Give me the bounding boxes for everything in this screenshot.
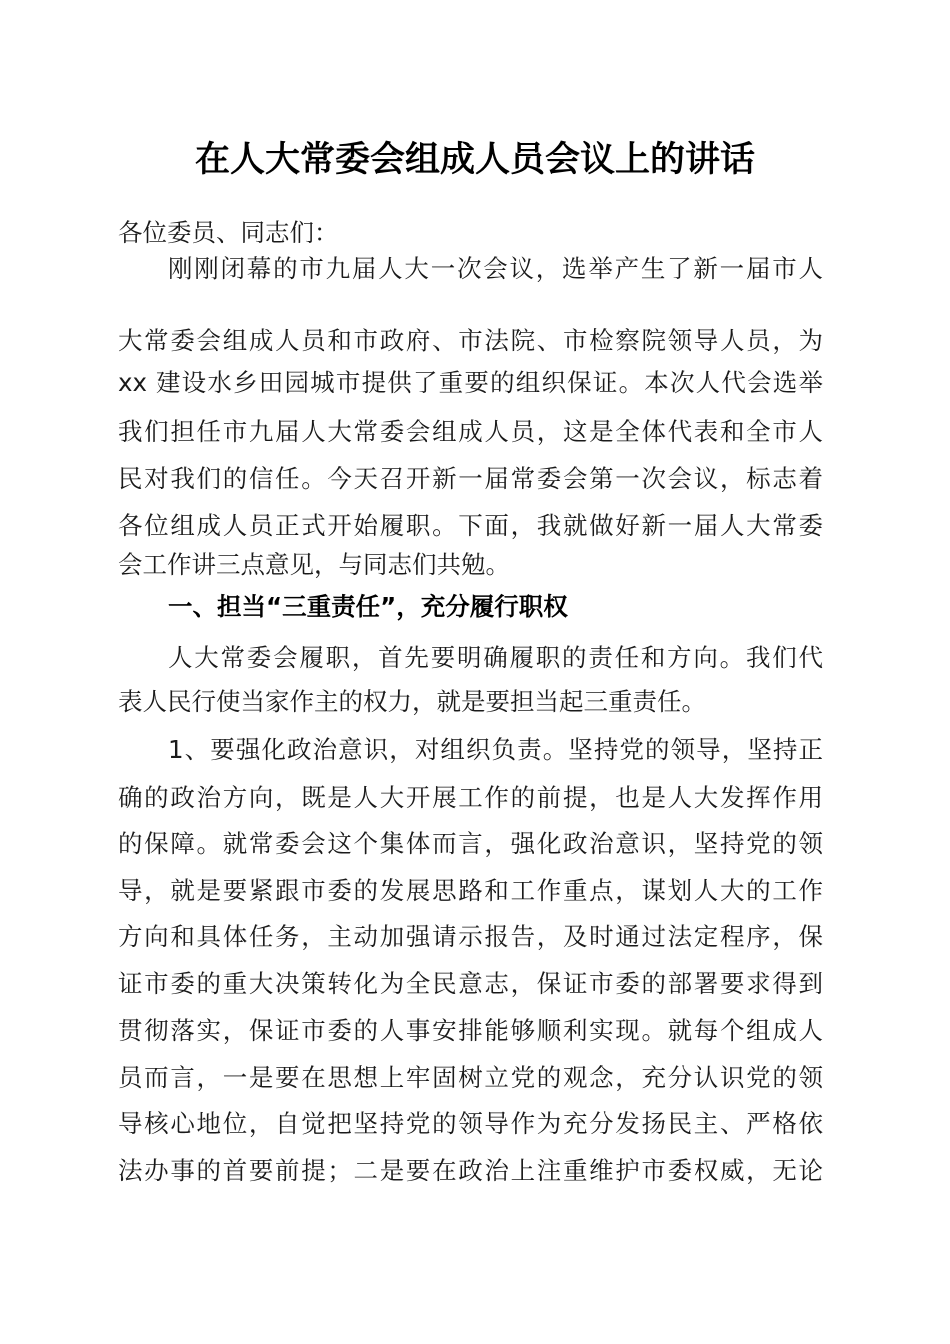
paragraph-line: 人大常委会履职，首先要明确履职的责任和方向。我们代 — [168, 643, 823, 672]
paragraph-line: 员而言，一是要在思想上牢固树立党的观念，充分认识党的领 — [118, 1063, 823, 1092]
document-title: 在人大常委会组成人员会议上的讲话 — [194, 139, 755, 180]
paragraph-line: 表人民行使当家作主的权力，就是要担当起三重责任。 — [118, 687, 706, 716]
paragraph-line: 民对我们的信任。今天召开新一届常委会第一次会议，标志着 — [118, 464, 823, 493]
paragraph-line: 各位组成人员正式开始履职。下面，我就做好新一届人大常委 — [118, 511, 823, 540]
paragraph-line: 我们担任市九届人大常委会组成人员，这是全体代表和全市人 — [118, 417, 823, 446]
paragraph-line: xx 建设水乡田园城市提供了重要的组织保证。本次人代会选举 — [118, 368, 823, 397]
paragraph-line: 会工作讲三点意见，与同志们共勉。 — [118, 550, 510, 579]
paragraph-line: 大常委会组成人员和市政府、市法院、市检察院领导人员，为 — [118, 326, 823, 355]
paragraph-line: 证市委的重大决策转化为全民意志，保证市委的部署要求得到 — [118, 969, 823, 998]
paragraph-line: 确的政治方向，既是人大开展工作的前提，也是人大发挥作用 — [118, 783, 823, 812]
greeting: 各位委员、同志们： — [118, 218, 339, 247]
paragraph-line: 贯彻落实，保证市委的人事安排能够顺利实现。就每个组成人 — [118, 1016, 823, 1045]
paragraph-line: 导，就是要紧跟市委的发展思路和工作重点，谋划人大的工作 — [118, 876, 823, 905]
section-heading: 一、担当“三重责任”，充分履行职权 — [168, 592, 568, 621]
paragraph-line: 1、要强化政治意识，对组织负责。坚持党的领导，坚持正 — [168, 735, 823, 764]
paragraph-line: 方向和具体任务，主动加强请示报告，及时通过法定程序，保 — [118, 922, 823, 951]
paragraph-line: 的保障。就常委会这个集体而言，强化政治意识，坚持党的领 — [118, 829, 823, 858]
paragraph-line: 刚刚闭幕的市九届人大一次会议，选举产生了新一届市人 — [168, 254, 823, 283]
paragraph-line: 导核心地位，自觉把坚持党的领导作为充分发扬民主、严格依 — [118, 1109, 823, 1138]
paragraph-line: 法办事的首要前提；二是要在政治上注重维护市委权威，无论 — [118, 1156, 823, 1185]
